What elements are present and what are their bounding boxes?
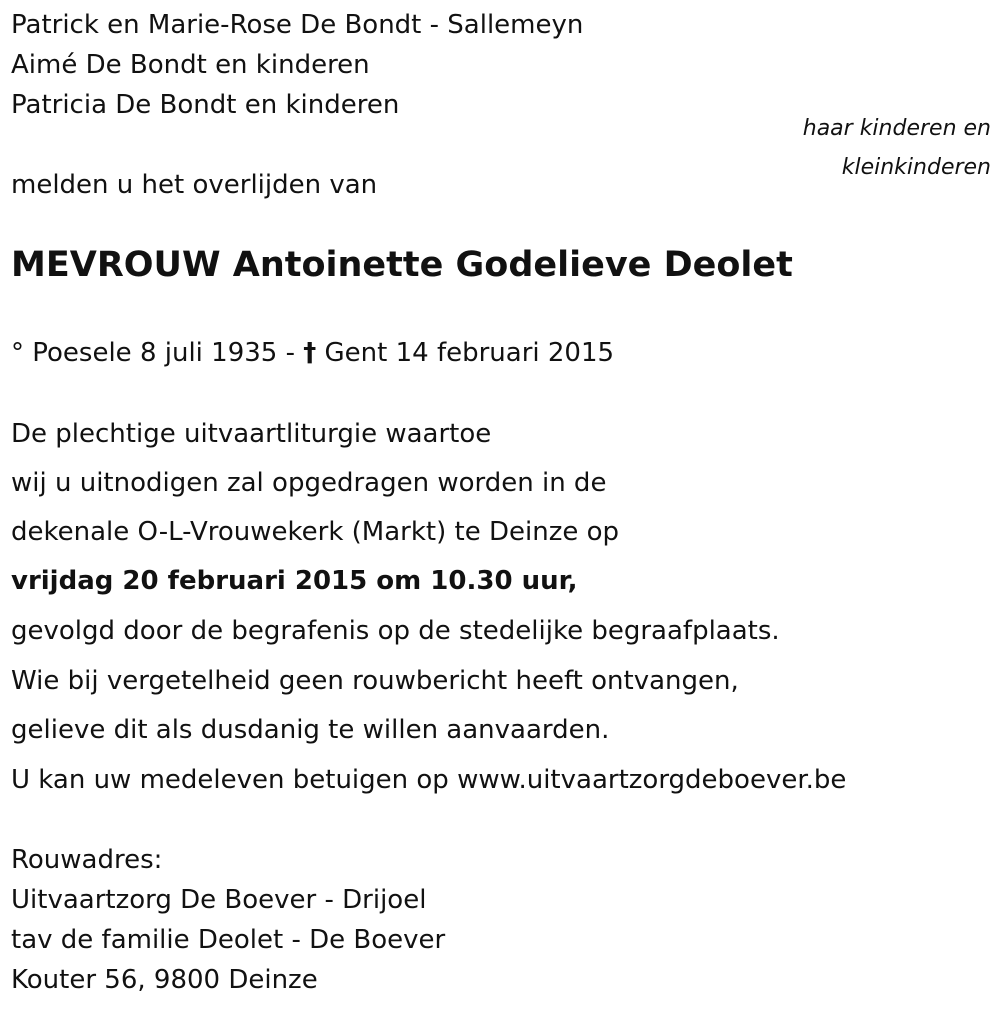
family-line-1: Patrick en Marie-Rose De Bondt - Sallemeyn [11,10,584,40]
family-line-2: Aimé De Bondt en kinderen [11,50,370,80]
closing-line-4: U kan uw medeleven betuigen op www.uitvaartzorgdeboever.be [11,765,847,795]
address-line-1: Uitvaartzorg De Boever - Drijoel [11,885,427,915]
closing-line-1: gevolgd door de begrafenis op de stedelijke begraafplaats. [11,616,780,646]
closing-line-2: Wie bij vergetelheid geen rouwbericht heeft ontvangen, [11,666,739,696]
ceremony-date-time: vrijdag 20 februari 2015 om 10.30 uur, [11,566,578,596]
side-note-line-1: haar kinderen en [802,116,991,141]
address-line-2: tav de familie Deolet - De Boever [11,925,446,955]
liturgy-line-1: De plechtige uitvaartliturgie waartoe [11,419,492,449]
family-line-3: Patricia De Bondt en kinderen [11,90,400,120]
address-line-3: Kouter 56, 9800 Deinze [11,965,318,995]
cross-icon: † [303,338,317,368]
death-text: Gent 14 februari 2015 [324,338,615,368]
deceased-name: MEVROUW Antoinette Godelieve Deolet [11,245,793,285]
announce-text: melden u het overlijden van [11,170,378,200]
liturgy-line-3: dekenale O-L-Vrouwekerk (Markt) te Deinze op [11,517,620,547]
birth-text: ° Poesele 8 juli 1935 - [11,338,295,368]
liturgy-line-2: wij u uitnodigen zal opgedragen worden in de [11,468,607,498]
address-label: Rouwadres: [11,845,163,875]
side-note-line-2: kleinkinderen [841,155,991,180]
closing-line-3: gelieve dit als dusdanig te willen aanvaarden. [11,715,610,745]
life-dates [11,340,614,366]
